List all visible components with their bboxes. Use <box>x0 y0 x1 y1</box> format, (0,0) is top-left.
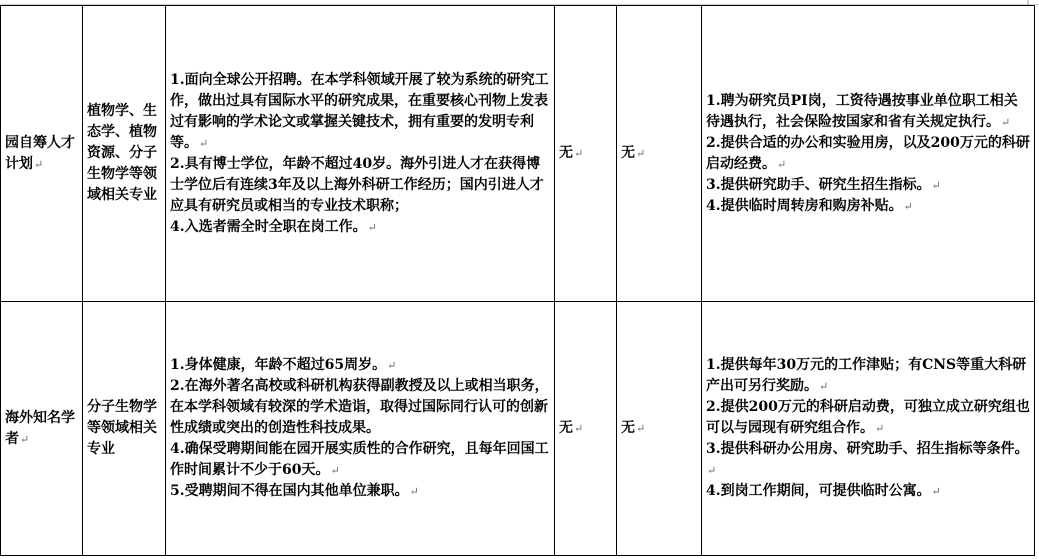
paragraph-mark-icon: ↵ <box>34 157 44 171</box>
benefit-item: 4.到岗工作期间，可提供临时公寓。↵ <box>706 483 941 499</box>
field-cell <box>83 6 166 302</box>
requirement-item: 1.面向全球公开招聘。在本学科领域开展了较为系统的研究工作，做出过具有国际水平的研究成果，在重要核心刊物上发表过有影响的学术论文或掌握关键技术，拥有重要的发明专利等。↵ <box>170 71 549 151</box>
paragraph-mark-icon: ↵ <box>367 220 377 234</box>
paragraph-mark-icon: ↵ <box>387 359 397 372</box>
program-name-cell <box>1 6 83 302</box>
col5-cell <box>617 6 702 302</box>
requirements-cell <box>166 302 555 556</box>
paragraph-mark-icon: ↵ <box>777 157 787 171</box>
paragraph-mark-icon: ↵ <box>636 422 646 435</box>
benefit-item: 3.提供研究助手、研究生招生指标。↵ <box>706 176 941 193</box>
field-text: 植物学、生态学、植物资源、分子生物学等领域相关专业 <box>87 103 157 203</box>
paragraph-mark-icon: ↵ <box>903 199 913 213</box>
col4-cell <box>555 6 617 302</box>
requirements-cell <box>166 6 555 302</box>
col4-value: 无 <box>559 145 573 161</box>
benefit-item: 2.提供200万元的科研启动费，可独立成立研究组也可以与园现有研究组合作。↵ <box>706 399 1030 436</box>
recruitment-table <box>0 5 1035 556</box>
program-name: 海外知名学者 <box>5 409 75 447</box>
paragraph-mark-icon: ↵ <box>875 422 885 435</box>
requirement-item: 1.身体健康，年龄不超过65周岁。↵ <box>170 357 397 373</box>
requirement-item: 4.确保受聘期间能在园开展实质性的合作研究，且每年回国工作时间累计不少于60天。↵ <box>170 441 549 478</box>
benefits-cell <box>702 302 1035 556</box>
paragraph-mark-icon: ↵ <box>636 147 646 160</box>
paragraph-mark-icon: ↵ <box>574 147 584 160</box>
benefit-item: 1.提供每年30万元的工作津贴；有CNS等重大科研产出可另行奖励。↵ <box>706 357 1027 394</box>
paragraph-mark-icon: ↵ <box>931 485 941 498</box>
field-text: 分子生物学等领域相关专业 <box>87 399 157 457</box>
col4-value: 无 <box>559 420 573 436</box>
paragraph-mark-icon: ↵ <box>819 380 829 393</box>
paragraph-mark-icon: ↵ <box>707 464 717 477</box>
benefit-item: 1.聘为研究员PI岗，工资待遇按事业单位职工相关待遇执行，社会保险按国家和省有关规定执行。↵ <box>706 92 1018 130</box>
paragraph-mark-icon: ↵ <box>199 136 209 150</box>
benefit-item: 4.提供临时周转房和购房补贴。↵ <box>706 197 913 214</box>
paragraph-mark-icon: ↵ <box>1001 115 1011 129</box>
requirement-item: 2.在海外著名高校或科研机构获得副教授及以上或相当职务，在本学科领域有较深的学术造诣，取得过国际同行认可的创新性成绩或突出的创造性科技成果。 <box>170 378 549 436</box>
table-row <box>1 302 1035 556</box>
benefit-item: 3.提供科研办公用房、研究助手、招生指标等条件。↵ <box>706 441 1029 477</box>
col5-value: 无 <box>621 420 635 436</box>
field-cell <box>83 302 166 556</box>
paragraph-mark-icon: ↵ <box>409 485 419 498</box>
requirement-item: 2.具有博士学位，年龄不超过40岁。海外引进人才在获得博士学位后有连续3年及以上海外科研工作经历；国内引进人才应具有研究员或相当的专业技术职称； <box>170 155 544 214</box>
program-name-cell <box>1 302 83 556</box>
col5-cell <box>617 302 702 556</box>
paragraph-mark-icon: ↵ <box>574 422 584 435</box>
benefit-item: 2.提供合适的办公和实验用房，以及200万元的科研启动经费。↵ <box>706 134 1030 172</box>
requirement-item: 5.受聘期间不得在国内其他单位兼职。↵ <box>170 483 419 499</box>
col4-cell <box>555 302 617 556</box>
benefits-cell <box>702 6 1035 302</box>
table-row <box>1 6 1035 302</box>
paragraph-mark-icon: ↵ <box>330 464 340 477</box>
program-name: 园自筹人才计划 <box>5 134 75 172</box>
paragraph-mark-icon: ↵ <box>20 432 30 446</box>
paragraph-mark-icon: ↵ <box>931 178 941 192</box>
requirement-item: 4.入选者需全时全职在岗工作。↵ <box>170 218 377 235</box>
col5-value: 无 <box>621 145 635 161</box>
